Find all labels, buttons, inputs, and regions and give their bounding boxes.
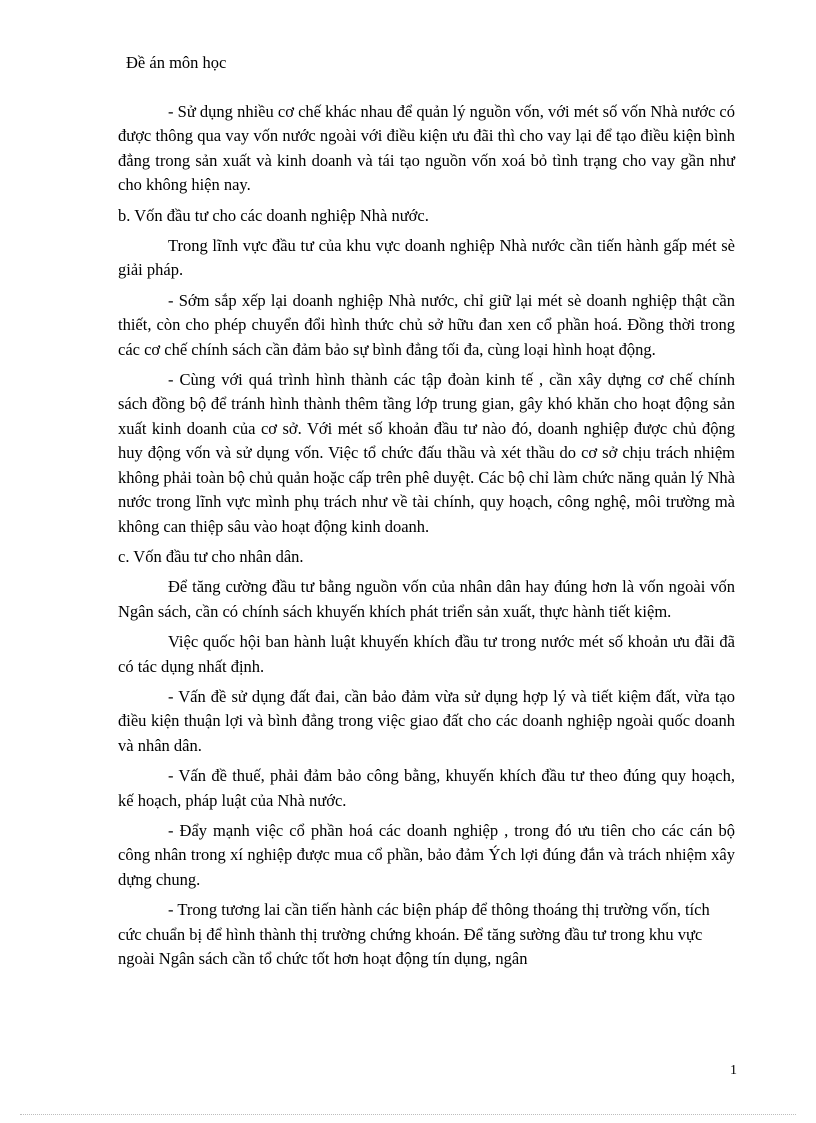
paragraph-investment-law: Việc quốc hội ban hành luật khuyến khích đầu tư trong nước mét số khoản ưu đãi đã có tác dụng nhất định.: [118, 632, 735, 676]
paragraph-people-investment: Để tăng cường đầu tư bằng nguồn vốn của nhân dân hay đúng hơn là vốn ngoài vốn Ngân sách, cần có chính sách khuyến khích phát triển sản xuất, thực hành tiết kiệm.: [118, 577, 735, 621]
paragraph-restructure-enterprises: - Sớm sắp xếp lại doanh nghiệp Nhà nước, chỉ giữ lại mét sè doanh nghiệp thật cần thiết, còn cho phép chuyển đổi hình thức chủ sở hữu đan xen cổ phần hoá. Đồng thời trong các cơ chế chính sách cần đảm bảo sự bình đẳng tối đa, cùng loại hình hoạt động.: [118, 290, 735, 359]
page-header: Đề án môn học: [126, 53, 227, 72]
paragraph-equitization: - Đẩy mạnh việc cổ phần hoá các doanh nghiệp , trong đó ưu tiên cho các cán bộ công nhân trong xí nghiệp được mua cổ phần, bảo đảm Ých lợi đúng đắn và trách nhiệm xây dựng chung.: [118, 820, 735, 889]
paragraph-capital-market: - Trong tương lai cần tiến hành các biện pháp để thông thoáng thị trường vốn, tích cức chuẩn bị để hình thành thị trường chứng khoán. Để tăng sường đầu tư trong khu vực ngoài Ngân sách cần tổ chức tốt hơn hoạt động tín dụng, ngân: [118, 900, 710, 968]
page-bottom-divider: [20, 1114, 796, 1115]
paragraph-economic-groups: - Cùng với quá trình hình thành các tập đoàn kinh tế , cần xây dựng cơ chế chính sách đồng bộ để tránh hình thành thêm tầng lớp trung gian, gây khó khăn cho hoạt động sản xuất kinh doanh của cơ sở. Với mét số khoản đầu tư nào đó, doanh nghiệp được chủ động huy động vốn và sử dụng vốn. Việc tổ chức đấu thầu và xét thầu do cơ sở chịu trách nhiệm không phải toàn bộ chủ quản hoặc cấp trên phê duyệt. Các bộ chỉ làm chức năng quản lý Nhà nước trong lĩnh vực mình phụ trách như về tài chính, quy hoạch, công nghệ, môi trường mà không can thiệp sâu vào hoạt động kinh doanh.: [118, 370, 735, 536]
section-heading-c: c. Vốn đầu tư cho nhân dân.: [118, 546, 304, 566]
section-heading-b: b. Vốn đầu tư cho các doanh nghiệp Nhà nước.: [118, 205, 429, 225]
paragraph-tax: - Vấn đề thuế, phải đảm bảo công bằng, khuyến khích đầu tư theo đúng quy hoạch, kế hoạch, pháp luật của Nhà nước.: [118, 766, 735, 810]
paragraph-land-use: - Vấn đề sử dụng đất đai, cần bảo đảm vừa sử dụng hợp lý và tiết kiệm đất, vừa tạo điều kiện thuận lợi và bình đẳng trong việc giao đất cho các doanh nghiệp ngoài quốc doanh và nhân dân.: [118, 686, 735, 755]
page-number: 1: [730, 1063, 737, 1078]
document-body: [118, 100, 735, 977]
paragraph-state-enterprise-intro: Trong lĩnh vực đầu tư của khu vực doanh nghiệp Nhà nước cần tiến hành gấp mét sè giải pháp.: [118, 236, 735, 280]
paragraph-capital-management: - Sử dụng nhiều cơ chế khác nhau để quản lý nguồn vốn, với mét số vốn Nhà nước có được thông qua vay vốn nước ngoài với điều kiện ưu đãi thì cho vay lại để tạo điều kiện bình đẳng trong sản xuất và kinh doanh và tái tạo nguồn vốn xoá bỏ tình trạng cho vay gần như cho không hiện nay.: [118, 102, 735, 195]
